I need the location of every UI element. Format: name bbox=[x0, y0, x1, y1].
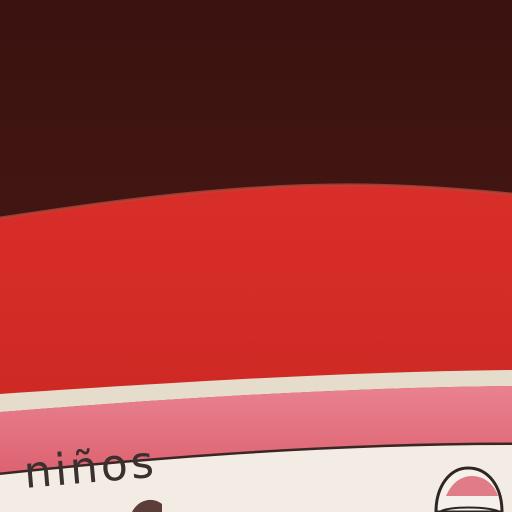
printed-word: niños bbox=[21, 436, 159, 499]
